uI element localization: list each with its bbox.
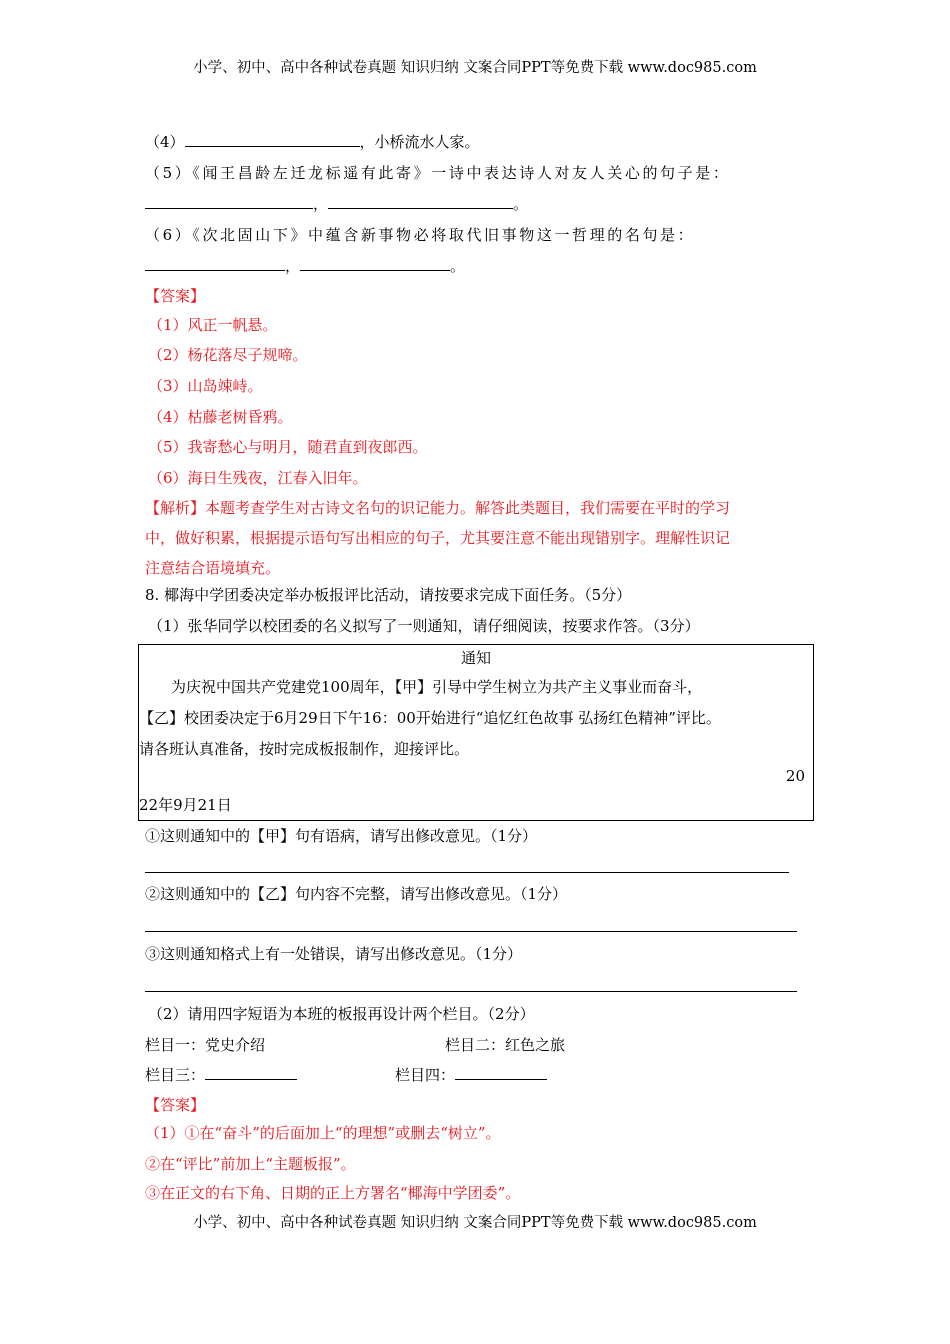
- column-4-label: 栏目四：: [395, 1066, 456, 1084]
- analysis-line: 中，做好积累，根据提示语句写出相应的句子，尤其要注意不能出现错别字。理解性识记: [145, 529, 731, 547]
- comma: ，: [285, 257, 301, 275]
- period: 。: [450, 257, 466, 275]
- question-6-blanks: [145, 256, 465, 276]
- notice-box: [138, 644, 814, 821]
- blank-line: [145, 194, 313, 209]
- answer-item: （1）①在“奋斗”的后面加上“的理想”或删去“树立”。: [145, 1124, 501, 1142]
- notice-line: 为庆祝中国共产党建党100周年，【甲】引导中学生树立为共产主义事业而奋斗，: [171, 678, 703, 696]
- answer-item: ②在“评比”前加上“主题板报”。: [145, 1155, 356, 1173]
- answer-item: ③在正文的右下角、日期的正上方署名“椰海中学团委”。: [145, 1184, 521, 1202]
- answer-line: [145, 991, 797, 992]
- analysis-line: 注意结合语境填充。: [145, 559, 281, 577]
- sub-question-1: ①这则通知中的【甲】句有语病，请写出修改意见。（1分）: [145, 827, 538, 845]
- question-4-suffix: ，小桥流水人家。: [359, 133, 480, 151]
- answer-item: （1）风正一帆悬。: [148, 316, 278, 334]
- comma: ，: [313, 195, 329, 213]
- column-3: [145, 1065, 297, 1085]
- period: 。: [513, 195, 529, 213]
- column-2: 栏目二：红色之旅: [445, 1036, 566, 1054]
- answer-label: 【答案】: [145, 287, 206, 305]
- answer-item: （4）枯藤老树昏鸦。: [148, 408, 293, 426]
- notice-line: 【乙】校团委决定于6月29日下午16：00开始进行“追忆红色故事 弘扬红色精神”评比。: [139, 709, 721, 727]
- column-3-label: 栏目三：: [145, 1066, 206, 1084]
- sub-question-2: ②这则通知中的【乙】句内容不完整，请写出修改意见。（1分）: [145, 885, 568, 903]
- question-8-part1: （1）张华同学以校团委的名义拟写了一则通知，请仔细阅读，按要求作答。（3分）: [148, 617, 700, 635]
- page-header: 小学、初中、高中各种试卷真题 知识归纳 文案合同PPT等免费下载 www.doc985.com: [193, 60, 757, 76]
- question-5-blanks: [145, 194, 528, 214]
- sub-question-3: ③这则通知格式上有一处错误，请写出修改意见。（1分）: [145, 945, 523, 963]
- question-8-part2: （2）请用四字短语为本班的板报再设计两个栏目。（2分）: [148, 1005, 535, 1023]
- notice-date-part2: 22年9月21日: [139, 796, 232, 814]
- notice-title: 通知: [460, 649, 491, 667]
- page-footer: 小学、初中、高中各种试卷真题 知识归纳 文案合同PPT等免费下载 www.doc985.com: [193, 1215, 757, 1231]
- answer-item: （6）海日生残夜，江春入旧年。: [148, 469, 368, 487]
- blank-line: [205, 1065, 297, 1080]
- question-8-title: 8. 椰海中学团委决定举办板报评比活动，请按要求完成下面任务。（5分）: [145, 586, 632, 604]
- blank-line: [185, 132, 360, 147]
- blank-line: [145, 256, 285, 271]
- answer-item: （3）山岛竦峙。: [148, 377, 263, 395]
- answer-line: [145, 931, 797, 932]
- answer-label: 【答案】: [145, 1096, 206, 1114]
- answer-item: （5）我寄愁心与明月，随君直到夜郎西。: [148, 438, 428, 456]
- notice-line: 请各班认真准备，按时完成板报制作，迎接评比。: [139, 740, 470, 758]
- column-1: 栏目一：党史介绍: [145, 1036, 266, 1054]
- analysis-line: 【解析】本题考查学生对古诗文名句的识记能力。解答此类题目，我们需要在平时的学习: [145, 499, 731, 517]
- blank-line: [455, 1065, 547, 1080]
- blank-line: [300, 256, 450, 271]
- answer-item: （2）杨花落尽子规啼。: [148, 346, 308, 364]
- question-4: [145, 132, 480, 152]
- answer-line: [145, 872, 789, 873]
- blank-line: [328, 194, 513, 209]
- question-6-prompt: （6）《次北固山下》中蕴含新事物必将取代旧事物这一哲理的名句是：: [145, 226, 696, 244]
- column-4: [395, 1065, 547, 1085]
- question-5-prompt: （5）《闻王昌龄左迁龙标遥有此寄》一诗中表达诗人对友人关心的句子是：: [145, 164, 731, 182]
- question-4-prefix: （4）: [145, 133, 185, 151]
- notice-date-part1: 20: [785, 767, 805, 785]
